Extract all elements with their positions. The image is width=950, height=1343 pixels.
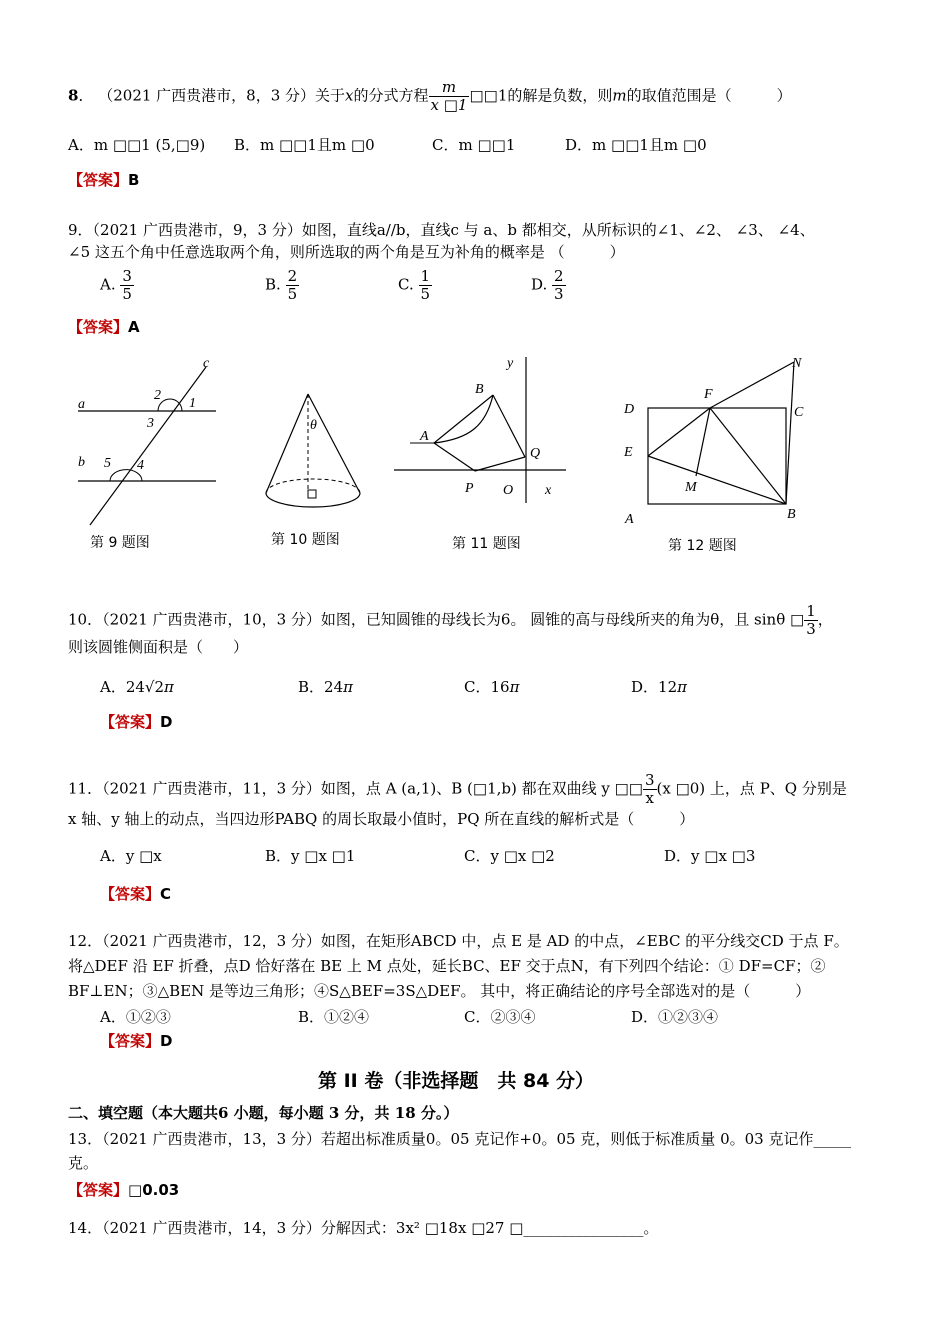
fig12-label-m: M <box>685 480 697 495</box>
q12-option-a[interactable]: A．①②③ <box>100 1008 171 1026</box>
q8-eq: □□1 <box>469 86 508 105</box>
q8-option-d[interactable]: D．m □□1且m □0 <box>565 136 707 154</box>
q10-answer: 【答案】D <box>100 713 173 731</box>
q9-line2: ∠5 这五个角中任意选取两个角，则所选取的两个角是互为补角的概率是 （ ） <box>68 243 625 261</box>
fig12-label-n: N <box>792 356 802 371</box>
fig11-label-x: x <box>545 483 552 498</box>
q12-line2: 将△DEF 沿 EF 折叠，点D 恰好落在 BE 上 M 点处，延长BC、EF 交于点N，有下列四个结论：① DF=CF；② <box>68 957 826 975</box>
q9-option-a[interactable]: A. $\frac{3}{5}$ <box>100 267 132 303</box>
section-2-title: 第 II 卷（非选择题 共 84 分） <box>318 1070 595 1092</box>
fig11-label-a: A <box>420 429 429 444</box>
fig12-caption: 第 12 题图 <box>668 538 737 554</box>
q8-var-x: x <box>345 86 354 105</box>
q8-answer: 【答案】B <box>68 171 140 189</box>
fig9-label-b: b <box>78 455 85 470</box>
q12-option-c[interactable]: C．②③④ <box>464 1008 536 1026</box>
q11-answer: 【答案】C <box>100 885 172 903</box>
q11-line1: 11．（2021 广西贵港市，11，3 分）如图，点 A (a,1)、B (□1,b) 都在双曲线 y □□ $\frac{3}{x}$ (x □0) 上，点 P、Q 分别是 <box>68 771 847 807</box>
q8-mid: 的分式方程 <box>353 86 429 105</box>
fig11-label-q: Q <box>530 446 541 461</box>
q8-stem: 8． （2021 广西贵港市，8，3 分）关于x的分式方程 $\frac{m}{x □1}$ □□1的解是负数，则m的取值范围是（ ） <box>68 78 792 114</box>
q13-answer: 【答案】□0.03 <box>68 1181 180 1199</box>
q12-option-b[interactable]: B．①②④ <box>298 1008 370 1026</box>
figure-11 <box>390 355 570 505</box>
q10-option-a[interactable]: A．24√2π <box>100 678 174 696</box>
q10-option-d[interactable]: D．12π <box>631 678 687 696</box>
fig11-label-p: P <box>465 481 474 496</box>
q11-option-b[interactable]: B．y □x □1 <box>265 847 356 865</box>
q12-line3: BF⊥EN；③△BEN 是等边三角形；④S△BEF=3S△DEF。 其中，将正确结论的序号全部选对的是（ ） <box>68 982 811 1000</box>
fig11-label-b: B <box>475 382 484 397</box>
q8-option-a[interactable]: A．m □□1 (5,□9) <box>68 136 206 154</box>
q11-line2: x 轴、y 轴上的动点，当四边形PABQ 的周长取最小值时，PQ 所在直线的解析式是（ ） <box>68 810 695 828</box>
q8-number: 8 <box>68 86 79 105</box>
fig10-caption: 第 10 题图 <box>271 532 340 548</box>
q8-tail: 的解是负数，则 <box>507 86 613 105</box>
fig9-caption: 第 9 题图 <box>90 535 150 551</box>
fig12-label-a: A <box>625 512 634 527</box>
q8-tail2: 的取值范围是（ ） <box>626 86 792 105</box>
q9-option-b[interactable]: B. $\frac{2}{5}$ <box>265 267 298 303</box>
q11-option-c[interactable]: C．y □x □2 <box>464 847 555 865</box>
q12-answer: 【答案】D <box>100 1032 173 1050</box>
fig11-caption: 第 11 题图 <box>452 536 521 552</box>
theta-glyph: θ <box>710 610 720 629</box>
q8-option-b[interactable]: B．m □□1且m □0 <box>234 136 375 154</box>
q11-option-d[interactable]: D．y □x □3 <box>664 847 756 865</box>
fig12-label-b: B <box>787 507 796 522</box>
q10-line1: 10．（2021 广西贵港市，10，3 分）如图，已知圆锥的母线长为6。 圆锥的高与母线所夹的角为θ，且 sinθ □ $\frac{1}{3}$ ， <box>68 602 833 638</box>
q9-line1: 9．（2021 广西贵港市，9，3 分）如图，直线a//b，直线c 与 a、b 都相交，从所标识的∠1、∠2、 ∠3、 ∠4、 <box>68 221 815 239</box>
q11-option-a[interactable]: A．y □x <box>100 847 162 865</box>
figure-10 <box>262 390 372 515</box>
fig10-label-theta: θ <box>310 418 317 433</box>
q13-line1: 13．（2021 广西贵港市，13，3 分）若超出标准质量0。05 克记作+0。05 克，则低于标准质量 0。03 克记作_____ <box>68 1130 851 1148</box>
q10-line2: 则该圆锥侧面积是（ ） <box>68 638 249 656</box>
q12-option-d[interactable]: D．①②③④ <box>631 1008 719 1026</box>
fig12-label-f: F <box>704 387 713 402</box>
fig11-label-y: y <box>507 356 514 371</box>
fig9-label-a: a <box>78 397 85 412</box>
fig9-label-4: 4 <box>137 458 144 473</box>
fig9-label-1: 1 <box>189 396 196 411</box>
q9-answer: 【答案】A <box>68 318 140 336</box>
fig12-label-e: E <box>624 445 633 460</box>
q10-option-b[interactable]: B．24π <box>298 678 353 696</box>
q13-line2: 克。 <box>68 1154 99 1172</box>
figure-9 <box>70 355 230 535</box>
q12-line1: 12．（2021 广西贵港市，12，3 分）如图，在矩形ABCD 中，点 E 是 AD 的中点，∠EBC 的平分线交CD 于点 F。 <box>68 932 849 950</box>
fig9-label-c: c <box>203 356 210 371</box>
q8-var-m: m <box>612 86 627 105</box>
q9-option-d[interactable]: D. $\frac{2}{3}$ <box>531 267 564 303</box>
q10-option-c[interactable]: C．16π <box>464 678 520 696</box>
fig12-label-c: C <box>794 405 804 420</box>
q8-fraction: $\frac{m}{x □1}$ <box>430 78 468 114</box>
fig9-label-2: 2 <box>154 388 161 403</box>
fig11-label-o: O <box>503 483 514 498</box>
q14-line1: 14．（2021 广西贵港市，14，3 分）分解因式：3x² □18x □27 □________________。 <box>68 1219 659 1237</box>
q8-option-c[interactable]: C．m □□1 <box>432 136 516 154</box>
q9-option-c[interactable]: C. $\frac{1}{5}$ <box>398 267 431 303</box>
fig12-label-d: D <box>624 402 635 417</box>
fig9-label-5: 5 <box>104 456 111 471</box>
fig9-label-3: 3 <box>147 416 154 431</box>
q8-source: （2021 广西贵港市，8，3 分）关于 <box>98 86 346 105</box>
section-2-subtitle: 二、填空题（本大题共6 小题，每小题 3 分，共 18 分。） <box>68 1104 459 1122</box>
figure-12 <box>640 360 800 510</box>
